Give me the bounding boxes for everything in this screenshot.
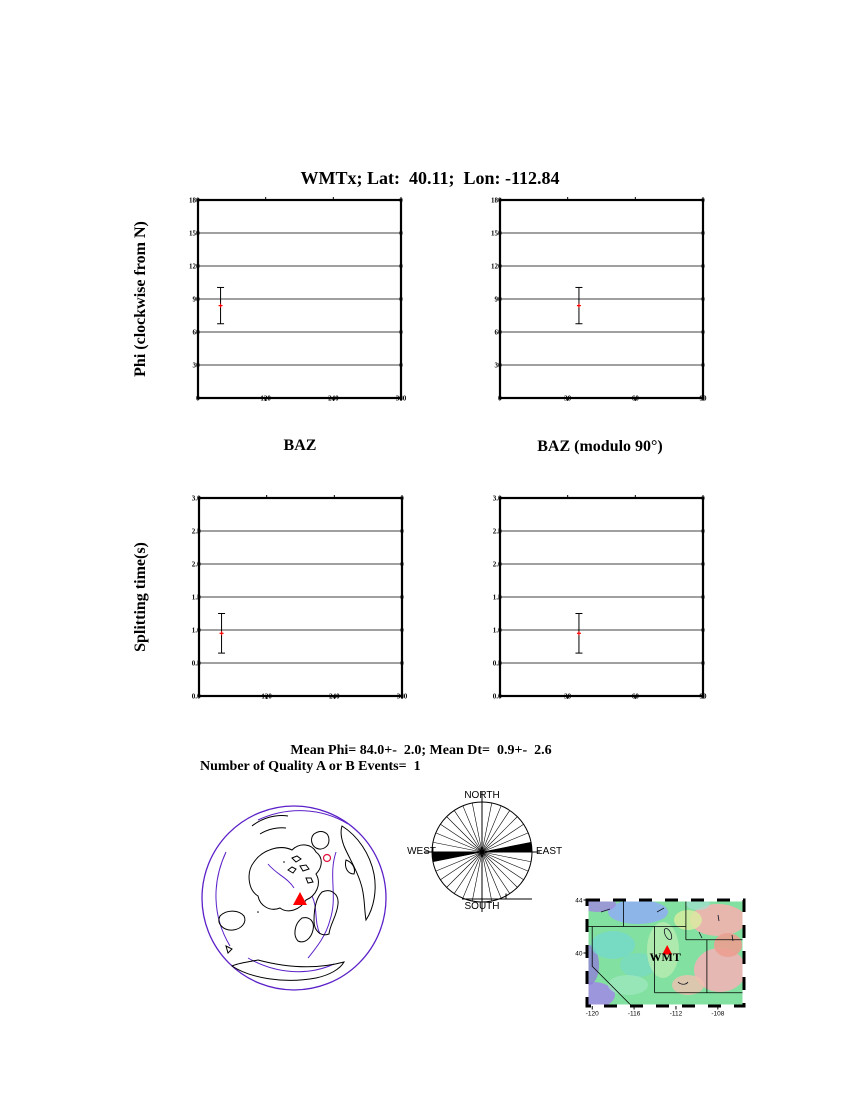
rose-north-label: NORTH: [464, 790, 500, 801]
svg-text:1.5: 1.5: [191, 593, 201, 602]
svg-text:240: 240: [329, 692, 340, 701]
page-title: WMTx; Lat: 40.11; Lon: -112.84: [300, 168, 560, 188]
svg-text:120: 120: [189, 262, 200, 271]
svg-text:2.0: 2.0: [492, 560, 502, 569]
mean-phi-dt-text: Mean Phi= 84.0+- 2.0; Mean Dt= 0.9+- 2.6: [290, 743, 552, 758]
phi-axis-label: Phi (clockwise from N): [132, 221, 149, 377]
svg-text:0.5: 0.5: [191, 659, 201, 668]
svg-text:240: 240: [328, 394, 339, 403]
rose-east-label: EAST: [536, 846, 563, 857]
svg-text:1.0: 1.0: [191, 626, 201, 635]
svg-text:360: 360: [395, 394, 407, 403]
svg-text:120: 120: [260, 394, 271, 403]
dt-axis-label: Splitting time(s): [132, 542, 149, 652]
svg-text:3.0: 3.0: [191, 494, 201, 503]
svg-text:150: 150: [189, 229, 200, 238]
svg-text:1.0: 1.0: [492, 626, 502, 635]
phi-vs-baz-plot: [182, 197, 413, 408]
dt-vs-baz-plot: [183, 495, 414, 706]
rose-south-label: SOUTH: [464, 901, 500, 912]
svg-text:0: 0: [196, 394, 200, 403]
dt-vs-baz-mod90-plot: [484, 495, 715, 706]
svg-text:1.5: 1.5: [492, 593, 502, 602]
globe-boundary-circle: [202, 806, 386, 990]
svg-text:60: 60: [494, 328, 502, 337]
svg-text:30: 30: [192, 361, 200, 370]
svg-text:44: 44: [575, 897, 583, 905]
svg-text:0.0: 0.0: [191, 692, 201, 701]
svg-text:120: 120: [491, 262, 502, 271]
svg-text:60: 60: [631, 692, 639, 701]
event-count-text: Number of Quality A or B Events= 1: [200, 759, 421, 774]
svg-text:0: 0: [498, 394, 502, 403]
svg-text:180: 180: [189, 196, 200, 205]
svg-text:2.5: 2.5: [492, 527, 502, 536]
station-triangle-marker: [293, 892, 307, 905]
svg-text:90: 90: [699, 394, 707, 403]
svg-text:-112: -112: [669, 1010, 683, 1018]
globe-map: [196, 800, 392, 996]
svg-text:150: 150: [491, 229, 502, 238]
svg-text:0.0: 0.0: [492, 692, 502, 701]
svg-text:360: 360: [396, 692, 408, 701]
svg-text:30: 30: [564, 394, 572, 403]
svg-text:90: 90: [192, 295, 200, 304]
svg-text:30: 30: [494, 361, 502, 370]
svg-text:60: 60: [631, 394, 639, 403]
svg-text:120: 120: [261, 692, 272, 701]
svg-text:40: 40: [575, 950, 583, 958]
rose-west-label: WEST: [407, 846, 436, 857]
phi-vs-baz-mod90-plot: [484, 197, 715, 408]
baz-mod90-axis-label: BAZ (modulo 90°): [537, 438, 663, 455]
svg-text:-120: -120: [585, 1010, 599, 1018]
topo-map: [568, 890, 754, 1022]
svg-text:60: 60: [192, 328, 200, 337]
svg-text:0.5: 0.5: [492, 659, 502, 668]
island-dot: [257, 911, 259, 913]
svg-text:2.0: 2.0: [191, 560, 201, 569]
island-dot: [283, 861, 285, 863]
baz-axis-label: BAZ: [283, 437, 317, 454]
svg-text:30: 30: [564, 692, 572, 701]
svg-text:2.5: 2.5: [191, 527, 201, 536]
svg-text:180: 180: [491, 196, 502, 205]
svg-text:90: 90: [494, 295, 502, 304]
svg-text:3.0: 3.0: [492, 494, 502, 503]
station-label: WMT: [649, 950, 681, 965]
event-circle-marker: [324, 855, 331, 862]
svg-text:90: 90: [699, 692, 707, 701]
svg-text:-116: -116: [627, 1010, 641, 1018]
svg-text:-108: -108: [711, 1010, 725, 1018]
